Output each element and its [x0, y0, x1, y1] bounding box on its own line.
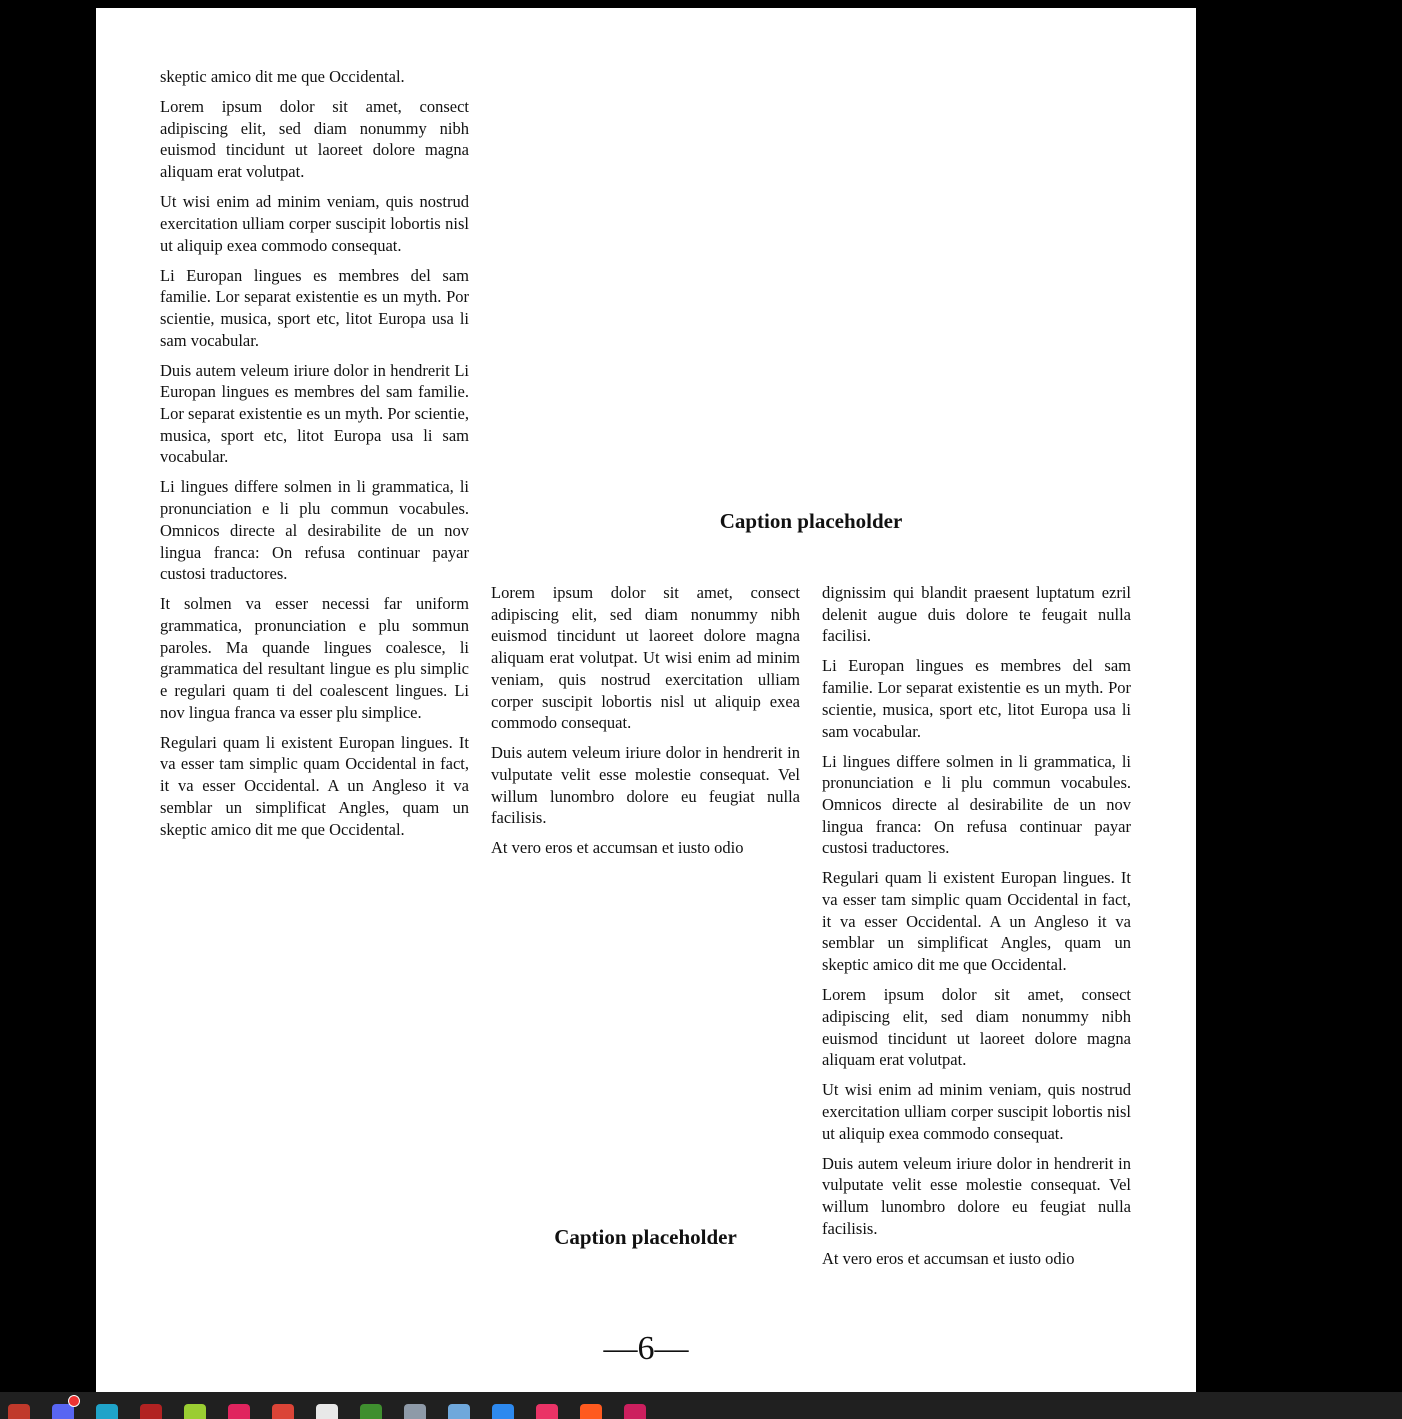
- snipping-tool-icon[interactable]: [448, 1404, 470, 1419]
- figure-caption-bottom: Caption placeholder: [554, 1225, 737, 1249]
- notepad-icon[interactable]: [316, 1404, 338, 1419]
- adobe-acrobat-icon[interactable]: [140, 1404, 162, 1419]
- text-column-right: [822, 582, 1131, 1276]
- creative-cloud-icon[interactable]: [536, 1404, 558, 1419]
- paragraph: Ut wisi enim ad minim veniam, quis nostrud exercitation ulliam corper suscipit lobortis nisl ut aliquip exea commodo consequat.: [160, 192, 469, 255]
- paragraph: At vero eros et accumsan et iusto odio: [491, 838, 744, 858]
- notification-badge: [68, 1395, 80, 1407]
- paragraph: Regulari quam li existent Europan lingues. It va esser tam simplic quam Occidental in fact, it va esser Occidental. A un Angleso it va semblar un simplificat Angles, quam un skeptic amico dit me que Occidental.: [822, 868, 1131, 975]
- taskbar: [0, 1392, 1402, 1419]
- media-player-icon[interactable]: [228, 1404, 250, 1419]
- vscode-icon[interactable]: [492, 1404, 514, 1419]
- paragraph: It solmen va esser necessi far uniform grammatica, pronunciation e plu sommun paroles. Ma quande lingues coalesce, li grammatica del resultant lingue es plu simplic e regulari quam ti del coalescent lingues. Li nov lingua franca va esser plu simplice.: [160, 594, 469, 722]
- paragraph: Duis autem veleum iriure dolor in hendrerit in vulputate velit esse molestie consequat. Vel willum lunombro dolore eu feugiat nulla facilisis.: [491, 743, 800, 828]
- paragraph: Lorem ipsum dolor sit amet, consect adipiscing elit, sed diam nonummy nibh euismod tincidunt ut laoreet dolore magna aliquam erat volutpat. Ut wisi enim ad minim veniam, quis nostrud exercitation ulliam corper suscipit lobortis nisl ut aliquip exea commodo consequat.: [491, 583, 800, 733]
- page-number: —6—: [603, 1330, 689, 1367]
- text-column-middle: [491, 582, 800, 860]
- paragraph: Lorem ipsum dolor sit amet, consect adipiscing elit, sed diam nonummy nibh euismod tincidunt ut laoreet dolore magna aliquam erat volutpat.: [160, 97, 469, 182]
- edge-icon[interactable]: [96, 1404, 118, 1419]
- paragraph: Li lingues differe solmen in li grammatica, li pronunciation e li plu commun vocabules. Omnicos directe al desirabilite de un nov lingua franca: On refusa continuar payar custosi traductores.: [822, 751, 1131, 858]
- paragraph: Duis autem veleum iriure dolor in hendrerit in vulputate velit esse molestie consequat. Vel willum lunombro dolore eu feugiat nulla facilisis.: [822, 1153, 1131, 1238]
- figure-caption-top: Caption placeholder: [719, 509, 903, 533]
- text-column-left: [160, 66, 469, 849]
- app-arrow-icon[interactable]: [184, 1404, 206, 1419]
- paragraph: Duis autem veleum iriure dolor in hendrerit Li Europan lingues es membres del sam familie. Lor separat existentie es un myth. Por scientie, musica, sport etc, litot Europa usa li sam vocabular.: [160, 360, 469, 467]
- paragraph: At vero eros et accumsan et iusto odio: [822, 1248, 1075, 1268]
- ea-app-icon[interactable]: [580, 1404, 602, 1419]
- winrar-icon[interactable]: [8, 1404, 30, 1419]
- paragraph: Li lingues differe solmen in li grammatica, li pronunciation e li plu commun vocabules. Omnicos directe al desirabilite de un nov lingua franca: On refusa continuar payar custosi traductores.: [160, 477, 469, 584]
- paragraph: Li Europan lingues es membres del sam familie. Lor separat existentie es un myth. Por scientie, musica, sport etc, litot Europa usa li sam vocabular.: [822, 656, 1131, 741]
- minecraft-icon[interactable]: [360, 1404, 382, 1419]
- paragraph: Regulari quam li existent Europan lingues. It va esser tam simplic quam Occidental in fact, it va esser Occidental. A un Angleso it va semblar un simplificat Angles, quam un skeptic amico dit me que Occidental.: [160, 732, 469, 839]
- chrome-icon[interactable]: [272, 1404, 294, 1419]
- document-page: [96, 8, 1196, 1392]
- paragraph: Li Europan lingues es membres del sam familie. Lor separat existentie es un myth. Por scientie, musica, sport etc, litot Europa usa li sam vocabular.: [160, 265, 469, 350]
- paragraph: Ut wisi enim ad minim veniam, quis nostrud exercitation ulliam corper suscipit lobortis nisl ut aliquip exea commodo consequat.: [822, 1080, 1131, 1143]
- paragraph: Lorem ipsum dolor sit amet, consect adipiscing elit, sed diam nonummy nibh euismod tincidunt ut laoreet dolore magna aliquam erat volutpat.: [822, 985, 1131, 1070]
- calculator-icon[interactable]: [404, 1404, 426, 1419]
- paragraph: skeptic amico dit me que Occidental.: [160, 67, 405, 86]
- indesign-icon[interactable]: [624, 1404, 646, 1419]
- paragraph: dignissim qui blandit praesent luptatum ezril delenit augue duis dolore te feugait nulla facilisi.: [822, 583, 1131, 646]
